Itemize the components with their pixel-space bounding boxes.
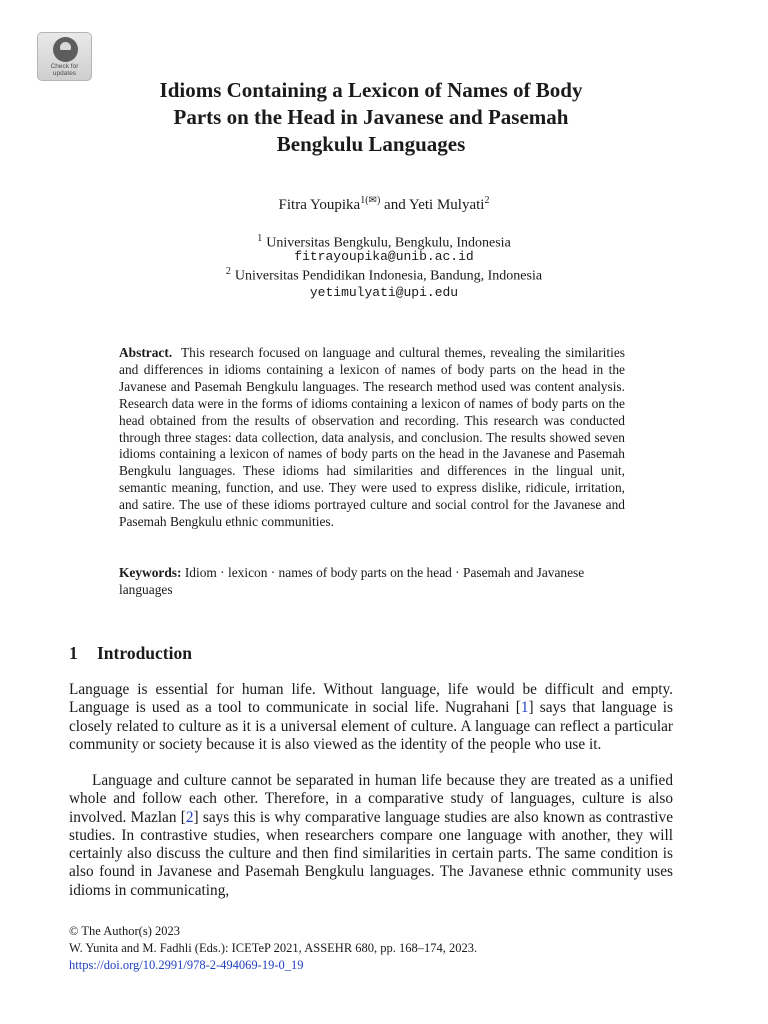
- section-heading: [69, 643, 192, 664]
- affiliation-2-email[interactable]: yetimulyati@upi.edu: [309, 285, 459, 300]
- keywords: [119, 564, 625, 598]
- abstract-text: This research focused on language and cultural themes, revealing the similarities and differences in idioms containing a lexicon of names of body parts on the head in the Javanese and Pasemah Bengkulu languages. The research method used was content analysis. Research data were in the forms of idioms containing a lexicon of names of body parts on the head obtained from the results of observation and recording. This research was conducted through three stages: data collection, data analysis, and conclusion. The results showed seven idioms containing a lexicon of names of body parts on the head in the Javanese and Pasemah Bengkulu languages. These idioms had similarities and differences in the lingual unit, semantic meaning, function, and use. They were used to express dislike, ridicule, irritation, and satire. The use of these idioms portrayed culture and social control for the Javanese and Pasemah Bengkulu ethnic communities.: [119, 345, 625, 530]
- author-name: Fitra Youpika: [278, 197, 361, 213]
- check-for-updates-badge[interactable]: [37, 32, 92, 81]
- paragraph-text: ] says this is why comparative language studies are also known as contrastive studies. In contrastive studies, when researchers compare one language with another, they will certainly also discuss the culture and then find similarities in certain parts. The same condition is also found in Javanese and Pasemah Bengkulu languages. The Javanese ethnic community uses idioms in communicating,: [69, 808, 673, 899]
- page-footer: [69, 923, 477, 974]
- keywords-label: Keywords:: [119, 565, 182, 580]
- citation-link[interactable]: 2: [185, 808, 194, 826]
- copyright-line: © The Author(s) 2023: [69, 924, 180, 938]
- affil-number: 2: [225, 266, 231, 277]
- check-updates-icon: [53, 37, 78, 62]
- author-conjunction: and: [380, 197, 409, 213]
- section-title: Introduction: [97, 643, 192, 663]
- affiliation-1-email[interactable]: fitrayoupika@unib.ac.id: [294, 249, 474, 264]
- body-paragraph: [69, 772, 673, 900]
- citation-link[interactable]: 1: [520, 699, 529, 717]
- affil-number: 2: [484, 195, 490, 206]
- abstract: [119, 345, 625, 531]
- affil-name: Universitas Pendidikan Indonesia, Bandung, Indonesia: [234, 268, 543, 284]
- section-number: 1: [69, 643, 78, 663]
- badge-label-line1: Check for: [50, 63, 79, 70]
- title-line: Parts on the Head in Javanese and Pasemah: [173, 105, 569, 129]
- envelope-icon[interactable]: ✉: [368, 195, 377, 206]
- paragraph-text: Language and culture cannot be separated in human life because they are treated as a unified whole and follow each other. Therefore, in a comparative study of languages, culture is also involved. Mazlan [: [69, 772, 673, 826]
- paper-title: [90, 77, 652, 158]
- author-name: Yeti Mulyati: [408, 197, 485, 213]
- author-affil-marker: [360, 195, 380, 206]
- affil-number: 1: [257, 233, 263, 244]
- body-paragraph: [69, 681, 673, 754]
- affil-bracket: ): [376, 195, 381, 206]
- affiliation-2: [0, 263, 768, 285]
- paragraph-text: Language is essential for human life. Without language, life would be difficult and empty. Language is used as a tool to communicate in social life. Nugrahani [: [69, 681, 673, 717]
- paragraph-text: ] says that language is closely related to culture as it is a universal element of culture. A language can reflect a particular community or society because it is also viewed as the identity of the people who use it.: [69, 699, 673, 753]
- badge-label: [38, 63, 91, 77]
- doi-link[interactable]: https://doi.org/10.2991/978-2-494069-19-0_19: [69, 958, 304, 972]
- title-line: Idioms Containing a Lexicon of Names of Body: [159, 78, 583, 102]
- abstract-label: Abstract.: [119, 345, 173, 360]
- author-list: [0, 195, 768, 214]
- badge-label-line2: updates: [52, 70, 77, 77]
- affil-name: Universitas Bengkulu, Bengkulu, Indonesia: [266, 235, 511, 251]
- keywords-text: Idiom · lexicon · names of body parts on the head · Pasemah and Javanese languages: [119, 565, 585, 597]
- citation-line: W. Yunita and M. Fadhli (Eds.): ICETeP 2021, ASSEHR 680, pp. 168–174, 2023.: [69, 941, 478, 955]
- title-line: Bengkulu Languages: [276, 132, 466, 156]
- affil-number: 1(: [360, 195, 369, 206]
